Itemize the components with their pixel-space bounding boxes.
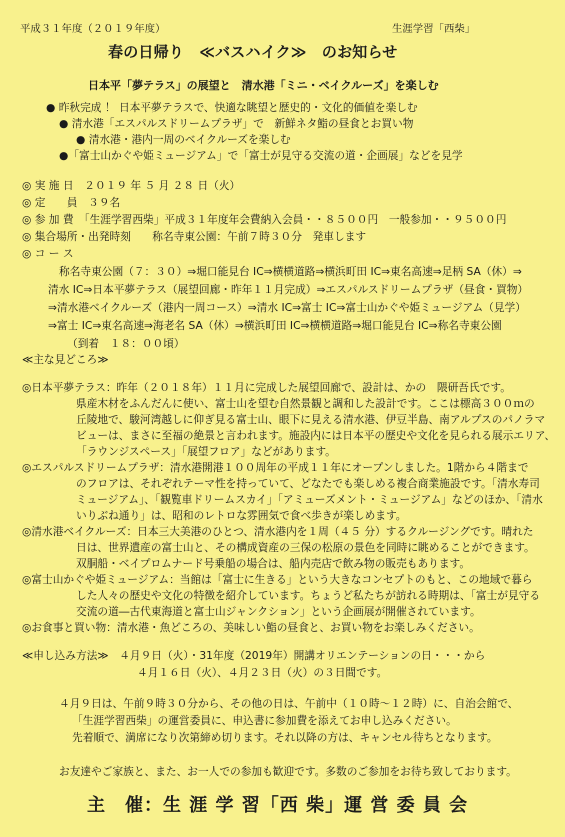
participation-fee: ◎ 参 加 費 「生涯学習西柴」平成３１年度年会費納入会員・・８５００円 一般参加・・９５００円 (22, 213, 507, 226)
application-note: 「生涯学習西柴」の運営委員に、申込書に参加費を添えてお申し込みください。 (72, 714, 457, 727)
sight-line: いりぶね通り」は、昭和のレトロな雰囲気で食べ歩きが楽しめます。 (76, 509, 407, 522)
application-note: 先着順で、満席になり次第締め切ります。それ以降の方は、キャンセル待ちとなります。 (72, 731, 498, 744)
highlight-item: ● 清水港・港内一周のベイクルーズを楽しむ (76, 133, 291, 146)
sight-line: ◎清水港ベイクルーズ：日本三大美港のひとつ、清水港内を１周（４５ 分）するクルージングです。晴れた (22, 525, 534, 538)
sight-line: 県産木材をふんだんに使い、富士山を望む自然景観と調和した設計です。ここは標高３００ｍの (76, 397, 535, 410)
sight-line: 丘陵地で、駿河湾越しに仰ぎ見る富士山、眼下に見える清水港、伊豆半島、南アルプスのパノラマ (76, 413, 546, 426)
document-title: 春の日帰り ≪バスハイク≫ のお知らせ (108, 43, 398, 61)
fiscal-year: 平成３１年度（２０１９年度） (20, 23, 166, 35)
meeting-place: ◎ 集合場所・出発時刻 称名寺東公園：午前７時３０分 発車します (22, 230, 367, 243)
sight-line: 日は、世界遺産の富士山と、その構成資産の三保の松原の景色を同時に眺めることができます。 (76, 541, 535, 554)
sight-line: ◎日本平夢テラス：昨年（２０１８年）１１月に完成した展望回廊で、設計は、かの 隈研吾氏です。 (22, 381, 511, 394)
course-line: 清水 IC⇒日本平夢テラス（展望回廊・昨年１１月完成）⇒エスパルスドリームプラザ（昼食・買物） (48, 283, 529, 296)
application-note: ４月９日は、午前９時３０分から、その他の日は、午前中（１０時～１２時）に、自治会館で、 (59, 697, 519, 710)
course-arrival: （到着 １８：００頃） (67, 337, 185, 350)
sight-line: ◎エスパルスドリームプラザ：清水港開港１００周年の平成１１年にオープンしました。1階から４階まで (22, 461, 529, 474)
closing-message: お友達やご家族と、また、お一人での参加も歓迎です。多数のご参加をお待ち致しております。 (59, 765, 517, 778)
capacity: ◎ 定 員 ３９名 (22, 196, 121, 209)
main-highlights-title: ≪主な見どころ≫ (22, 353, 109, 366)
course-line: 称名寺東公園（７：３０）⇒堀口能見台 IC⇒横横道路⇒横浜町田 IC⇒東名高速⇒足柄 SA（休）⇒ (59, 265, 522, 278)
course-line: ⇒富士 IC⇒東名高速⇒海老名 SA（休）⇒横浜町田 IC⇒横横道路⇒堀口能見台 IC⇒称名寺東公園 (48, 319, 502, 332)
footer-organizer: 主 催：生 涯 学 習「西 柴」運 営 委 員 会 (87, 795, 469, 816)
application-dates: ４月１６日（火）、４月２３日（火）の３日間です。 (137, 666, 388, 679)
document-subtitle: 日本平「夢テラス」の展望と 清水港「ミニ・ベイクルーズ」を楽しむ (88, 79, 439, 92)
course-line: ⇒清水港ベイクルーズ（港内一周コース）⇒清水 IC⇒富士 IC⇒富士山かぐや姫ミュージアム（見学） (48, 301, 526, 314)
sight-line: ◎富士山かぐや姫ミュージアム：当館は「富士に生きる」という大きなコンセプトのもと、この地域で暮ら (22, 573, 533, 586)
sight-line: 双胴船・ベイプロムナード号乗船の場合は、船内売店で飲み物の販売もあります。 (76, 557, 471, 570)
application-method: ≪申し込み方法≫ ４月９日（火）・31年度（2019年）開講オリエンテーションの日・・・から (22, 649, 486, 662)
sight-line: 「ラウンジスペース」「展望フロア」などがあります。 (76, 445, 336, 458)
highlight-item: ● 昨秋完成 ！ 日本平夢テラスで、快適な眺望と歴史的・文化的価値を楽しむ (46, 101, 418, 114)
highlight-item: ● 清水港「エスパルスドリームプラザ」で 新鮮ネタ鮨の昼食とお買い物 (59, 117, 414, 130)
sight-line: のフロアは、それぞれテーマ性を持っていて、どなたでも楽しめる複合商業施設です。「清水寿司 (76, 477, 540, 490)
sight-line: ◎お食事と買い物：清水港・魚どころの、美味しい鮨の昼食と、お買い物をお楽しみください。 (22, 621, 480, 634)
sight-line: ビューは、まさに至福の絶景と言われます。施設内には日本平の歴史や文化を見られる展示エリア、 (76, 429, 556, 442)
highlight-item: ●「富士山かぐや姫ミュージアム」で「富士が見守る交流の道・企画展」などを見学 (59, 149, 463, 162)
organizer-name: 生涯学習「西柴」 (392, 23, 476, 35)
sight-line: 交流の道―古代東海道と富士山ジャンクション」という企画展が開催されています。 (76, 605, 481, 618)
event-date: ◎ 実 施 日 ２０１９ 年 ５ 月 ２８ 日（火） (22, 179, 241, 192)
sight-line: ミュージアム」、「観覧車ドリームスカイ」「アミューズメント・ミュージアム」などのほか、「清水 (76, 493, 543, 506)
sight-line: した人々の歴史や文化の特徴を紹介しています。ちょうど私たちが訪れる時期は、「富士が見守る (76, 589, 541, 602)
course-heading: ◎ コ ー ス (22, 247, 74, 260)
